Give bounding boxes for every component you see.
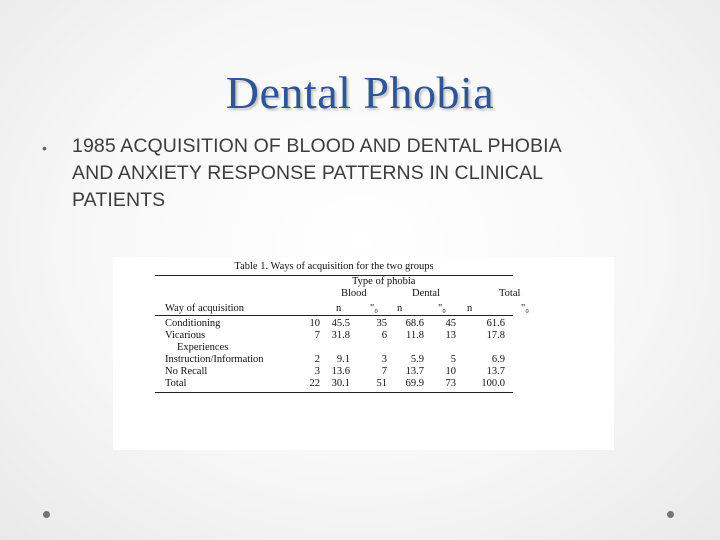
row-label: Conditioning	[165, 318, 221, 329]
cell-total-pct: 17.8	[486, 330, 505, 341]
table-body	[155, 318, 513, 390]
cell-blood-n: 22	[309, 378, 320, 389]
cell-total-n: 73	[445, 378, 456, 389]
bullet-line-3: PATIENTS	[72, 189, 166, 211]
table-row	[155, 366, 513, 378]
cell-blood-pct: 45.5	[331, 318, 350, 329]
cell-total-n: 10	[445, 366, 456, 377]
cell-total-pct: 100.0	[481, 378, 505, 389]
table-row	[155, 318, 513, 330]
col-dental-n: n	[397, 303, 403, 314]
row-header: Way of acquisition	[165, 303, 245, 314]
slide-decoration-dot-left	[43, 511, 50, 518]
table-bottom-rule	[155, 392, 513, 393]
col-blood-pct: "₀	[370, 303, 378, 314]
table-group-names-row	[155, 288, 521, 300]
cell-dental-n: 3	[381, 354, 387, 365]
cell-dental-pct: 5.9	[410, 354, 424, 365]
cell-blood-n: 10	[309, 318, 320, 329]
bullet-text	[72, 133, 692, 214]
group-header: Type of phobia	[352, 276, 416, 287]
group-dental: Dental	[412, 288, 440, 299]
cell-blood-pct: 13.6	[331, 366, 350, 377]
table-caption: Table 1. Ways of acquisition for the two groups	[234, 261, 434, 272]
cell-blood-n: 7	[314, 330, 320, 341]
bullet-line-1: 1985 ACQUISITION OF BLOOD AND DENTAL PHOBIA	[72, 135, 562, 157]
cell-total-pct: 6.9	[491, 354, 505, 365]
table-image	[113, 257, 614, 450]
group-blood: Blood	[341, 288, 367, 299]
cell-total-n: 5	[450, 354, 456, 365]
cell-dental-n: 6	[381, 330, 387, 341]
col-dental-pct: "₀	[438, 303, 446, 314]
acquisition-table	[155, 259, 529, 393]
slide-decoration-dot-right	[667, 511, 674, 518]
cell-total-pct: 13.7	[486, 366, 505, 377]
cell-blood-pct: 30.1	[331, 378, 350, 389]
cell-total-pct: 61.6	[486, 318, 505, 329]
cell-dental-n: 51	[376, 378, 387, 389]
cell-dental-pct: 11.8	[406, 330, 424, 341]
cell-blood-n: 3	[314, 366, 320, 377]
cell-blood-n: 2	[314, 354, 320, 365]
bullet-line-2: AND ANXIETY RESPONSE PATTERNS IN CLINICAL	[72, 162, 544, 184]
col-blood-n: n	[336, 303, 342, 314]
cell-dental-n: 7	[381, 366, 387, 377]
row-label: Experiences	[177, 342, 229, 353]
table-column-header-row	[155, 300, 529, 315]
row-label: Instruction/Information	[165, 354, 264, 365]
bullet-marker: •	[42, 140, 47, 156]
cell-blood-pct: 9.1	[336, 354, 350, 365]
row-label: No Recall	[165, 366, 208, 377]
group-total: Total	[499, 288, 521, 299]
cell-blood-pct: 31.8	[331, 330, 350, 341]
cell-dental-pct: 69.9	[405, 378, 424, 389]
slide-title: Dental Phobia	[225, 67, 495, 118]
row-label: Total	[165, 378, 187, 389]
cell-dental-n: 35	[376, 318, 387, 329]
table-row	[155, 378, 513, 390]
table-group-header-row	[155, 276, 513, 288]
cell-total-n: 45	[445, 318, 456, 329]
table-row	[155, 354, 513, 366]
cell-dental-pct: 13.7	[405, 366, 424, 377]
table-row	[155, 342, 513, 354]
col-total-n: n	[467, 303, 473, 314]
row-label: Vicarious	[165, 330, 206, 341]
col-total-pct: "₀	[521, 303, 529, 314]
cell-dental-pct: 68.6	[405, 318, 424, 329]
table-row	[155, 330, 513, 342]
cell-total-n: 13	[445, 330, 456, 341]
